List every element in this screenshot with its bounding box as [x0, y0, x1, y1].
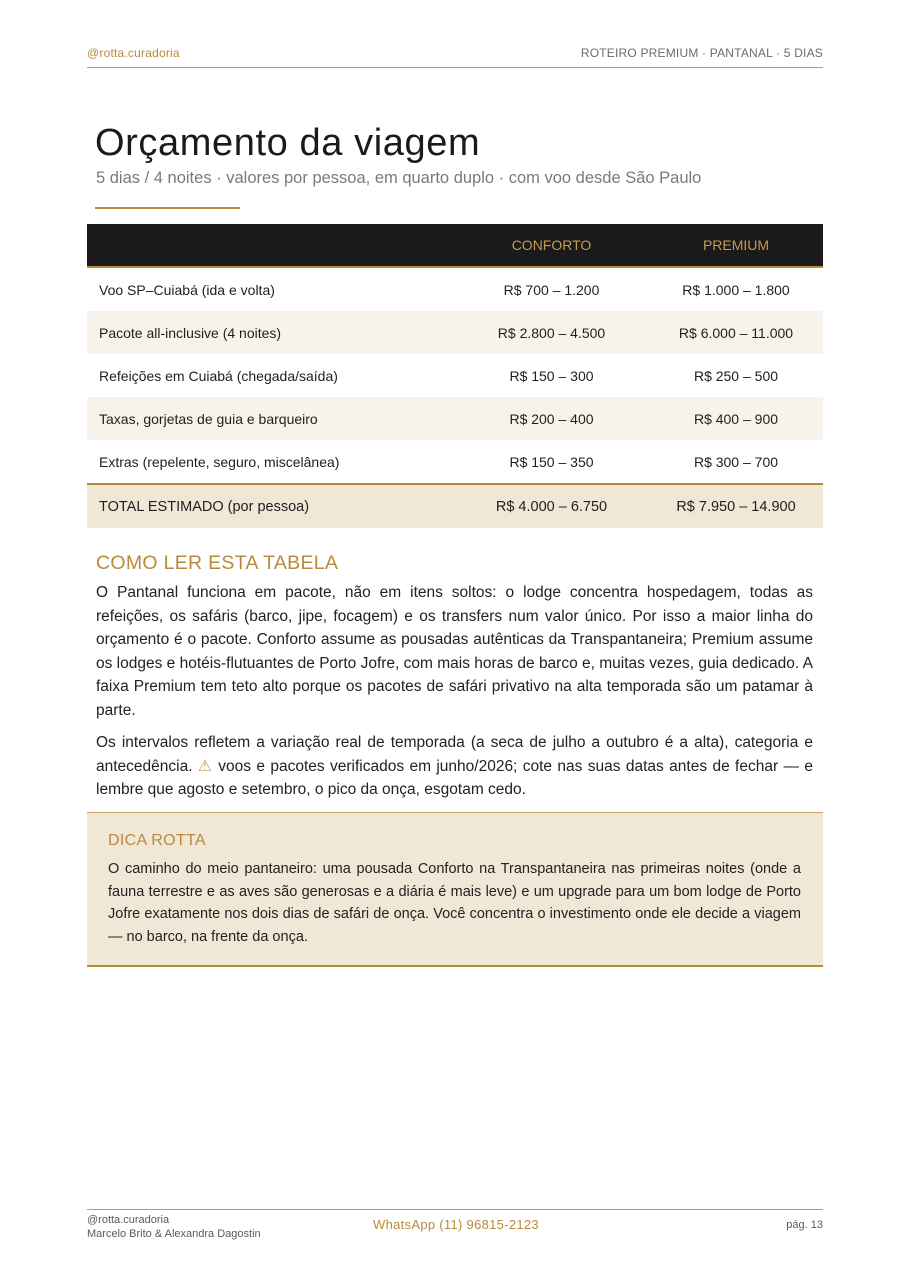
page-subtitle: 5 dias / 4 noites · valores por pessoa, em quarto duplo · com voo desde São Paulo	[96, 169, 702, 187]
row-premium-value: R$ 6.000 – 11.000	[649, 311, 823, 354]
tip-box	[87, 812, 823, 967]
table-header-row	[87, 224, 823, 267]
row-premium-value: R$ 250 – 500	[693, 367, 779, 384]
page-header	[87, 46, 823, 68]
row-premium-value: R$ 300 – 700	[693, 453, 779, 470]
notes-paragraph	[96, 731, 813, 802]
table-row	[87, 354, 823, 397]
total-premium-value: R$ 7.950 – 14.900	[649, 484, 823, 528]
table-row	[87, 267, 823, 311]
page-number: pág. 13	[786, 1219, 823, 1231]
column-header-premium: PREMIUM	[649, 224, 823, 267]
column-header-conforto: CONFORTO	[454, 224, 649, 267]
footer-brand: @rotta.curadoria	[87, 1214, 170, 1226]
row-item-label: Pacote all-inclusive (4 noites)	[87, 311, 454, 354]
table-total-row	[87, 484, 823, 528]
column-header-item	[87, 224, 454, 267]
tip-title: DICA ROTTA	[108, 832, 206, 849]
notes-text-end: voos e pacotes verificados em junho/2026; cote nas suas datas antes de fechar — e lembre que agosto e setembro, o pico da onça, esgotam cedo.	[96, 757, 813, 798]
row-item-label: Extras (repelente, seguro, miscelânea)	[99, 453, 340, 470]
footer-credits	[87, 1214, 261, 1241]
notes-text-start: Os intervalos refletem a variação real de temporada (a seca de julho a outubro é a alta), categoria e antecedência.	[96, 734, 813, 775]
budget-table	[87, 224, 823, 528]
row-premium-value: R$ 400 – 900	[649, 397, 823, 440]
row-item-label: Refeições em Cuiabá (chegada/saída)	[99, 367, 338, 384]
section-heading: COMO LER ESTA TABELA	[96, 552, 339, 574]
table-row	[87, 397, 823, 440]
footer-whatsapp-contact: WhatsApp (11) 96815-2123	[373, 1217, 539, 1232]
title-divider	[95, 207, 240, 209]
page-footer	[87, 1209, 823, 1250]
row-conforto-value: R$ 150 – 350	[509, 453, 594, 470]
row-conforto-value: R$ 150 – 300	[509, 367, 594, 384]
row-item-label: Taxas, gorjetas de guia e barqueiro	[87, 397, 454, 440]
row-item-label: Voo SP–Cuiabá (ida e volta)	[99, 281, 275, 298]
table-row	[87, 311, 823, 354]
total-conforto-value: R$ 4.000 – 6.750	[454, 484, 649, 528]
page-title: Orçamento da viagem	[95, 122, 481, 164]
row-conforto-value: R$ 200 – 400	[454, 397, 649, 440]
table-row	[87, 440, 823, 484]
row-premium-value: R$ 1.000 – 1.800	[682, 281, 790, 298]
total-label: TOTAL ESTIMADO (por pessoa)	[87, 484, 454, 528]
header-brand: @rotta.curadoria	[87, 46, 180, 60]
warning-icon: ⚠	[197, 757, 213, 775]
footer-authors: Marcelo Brito & Alexandra Dagostin	[87, 1227, 261, 1240]
row-conforto-value: R$ 700 – 1.200	[503, 281, 600, 298]
row-conforto-value: R$ 2.800 – 4.500	[454, 311, 649, 354]
tip-text: O caminho do meio pantaneiro: uma pousada Conforto na Transpantaneira nas primeiras noites (onde a fauna terrestre e as aves são generosas e a diária é mais leve) e um upgrade para um bom lodge de Porto Jofre exatamente nos dois dias de safári de onça. Você concentra o investimento onde ele decide a viagem — no barco, na frente da onça.	[108, 861, 801, 945]
explanation-paragraph: O Pantanal funciona em pacote, não em itens soltos: o lodge concentra hospedagem, todas as refeições, os safáris (barco, jipe, focagem) e os transfers num valor único. Por isso a maior linha do orçamento é o pacote. Conforto assume as pousadas autênticas da Transpantaneira; Premium assume os lodges e hotéis-flutuantes de Porto Jofre, com mais horas de barco e, muitas vezes, guia dedicado. A faixa Premium tem teto alto porque os pacotes de safári privativo na alta temporada são um patamar à parte.	[96, 584, 813, 719]
header-document-title: ROTEIRO PREMIUM · PANTANAL · 5 DIAS	[580, 46, 823, 60]
